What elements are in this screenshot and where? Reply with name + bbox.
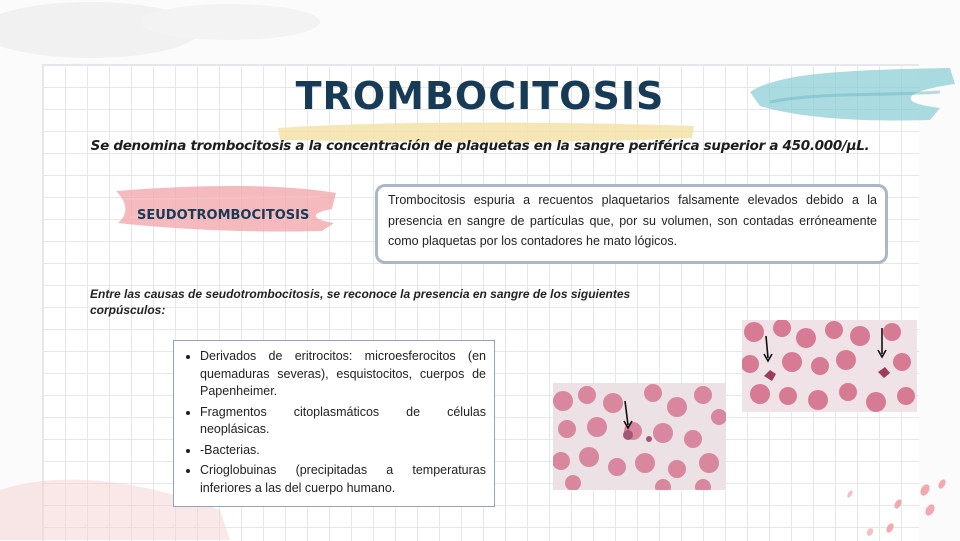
definition-box	[375, 184, 888, 264]
causes-list	[182, 348, 486, 497]
pink-dots-decoration	[830, 470, 960, 540]
causes-intro: Entre las causas de seudotrombocitosis, se reconoce la presencia en sangre de los siguientes corpúsculos:	[90, 287, 631, 317]
blood-smear-image	[742, 320, 917, 412]
subtitle: Se denomina trombocitosis a la concentración de plaquetas en la sangre periférica superior a 450.000/μL.	[90, 138, 870, 154]
list-item: • Fragmentos citoplasmáticos de células neoplásicas.	[200, 404, 486, 439]
decorative-blob	[0, 0, 320, 70]
definition-text: Trombocitosis espuria a recuentos plaquetarios falsamente elevados debido a la presencia en sangre de partículas que, por su volumen, son contadas erróneamente como plaquetas por los contadores he mato lógicos.	[388, 193, 877, 248]
list-item: • Crioglobuinas (precipitadas a temperaturas inferiores a las del cuerpo humano.	[200, 462, 486, 497]
causes-list-box	[173, 340, 495, 507]
list-item: • Derivados de eritrocitos: microesferocitos (en quemaduras severas), esquistocitos, cuerpos de Papenheimer.	[200, 348, 486, 401]
section-label: SEUDOTROMBOCITOSIS	[137, 208, 310, 223]
blood-smear-image	[553, 383, 726, 490]
list-item: • -Bacterias.	[200, 442, 486, 460]
page-title: TROMBOCITOSIS	[295, 74, 665, 118]
